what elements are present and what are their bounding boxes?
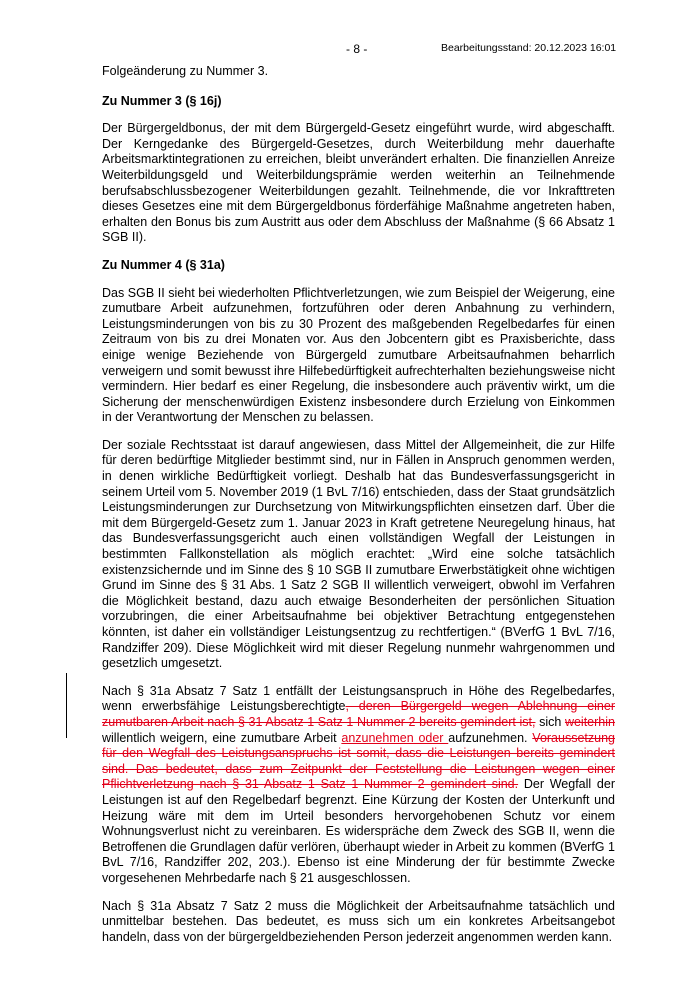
paragraph-buergergeldbonus: Der Bürgergeldbonus, der mit dem Bürgergeld-Gesetz eingeführt wurde, wird abgeschafft. Der Kerngedanke des Bürgergeld-Gesetzes, durch Weiterbildung mehr dauerhafte Arbeitsmarktintegrationen zu erreichen, bleibt unverändert erhalten. Die finanziellen Anreize Weiterbildungsgeld und Weiterbildungsprämie werden weiterhin an Teilnehmende berufsabschlussbezogener Weiterbildungen gezahlt. Teilnehmende, die vor Inkrafttreten dieses Gesetzes eine mit dem Bürgergeldbonus förderfähige Maßnahme angetreten haben, erhalten den Bonus bis zum Austritt aus oder dem Abschluss der Maßnahme (§ 66 Absatz 1 SGB II). [102, 121, 615, 245]
text-run: willentlich weigern, eine zumutbare Arbeit [102, 730, 342, 745]
document-body [102, 64, 615, 957]
text-run: Nach § 31a Absatz 7 Satz 1 entfällt der Leistungsanspruch in Höhe des Regelbedarfes, wenn erwerbsfähige Leistungsberechtigte [102, 683, 615, 714]
text-run: sich [535, 714, 565, 729]
deleted-text: Voraussetzung für den Wegfall des Leistungsanspruchs ist somit, dass die Leistungen bereits gemindert sind. Das bedeutet, dass zum Zeitpunkt der Feststellung die Leistungen wegen einer Pflichtverletzung nach § 31 Absatz 1 Satz 1 Nummer 2 gemindert sind. [102, 730, 615, 792]
inserted-text: anzunehmen oder [341, 730, 449, 745]
heading-nummer-3: Zu Nummer 3 (§ 16j) [102, 93, 222, 108]
deleted-text: weiterhin [564, 714, 615, 729]
text-run: aufzunehmen. [448, 730, 533, 745]
paragraph-pflichtverletzungen: Das SGB II sieht bei wiederholten Pflichtverletzungen, wie zum Beispiel der Weigerung, eine zumutbare Arbeit aufzunehmen, fortzuführen oder deren Anbahnung zu verhindern, Leistungsminderungen von bis zu 30 Prozent des maßgebenden Regelbedarfes für einen Zeitraum von bis zu drei Monaten vor. Aus den Jobcentern gibt es Praxisberichte, dass einige wenige Beziehende von Bürgergeld zumutbare Arbeitsaufnahmen beharrlich verweigern und somit bewusst ihre Hilfebedürftigkeit aufrechterhalten beziehungsweise nicht vermindern. Hier bedarf es einer Regelung, die insbesondere auch präventiv wirkt, um die Sicherung der menschenwürdigen Existenz insbesondere durch Erzielung von Einkommen in der Verantwortung der Menschen zu belassen. [102, 285, 615, 425]
paragraph-rechtsstaat: Der soziale Rechtsstaat ist darauf angewiesen, dass Mittel der Allgemeinheit, die zur Hilfe für deren bedürftige Mitglieder bestimmt sind, nur in Fällen in Anspruch genommen werden, in denen wirkliche Bedürftigkeit vorliegt. Deshalb hat das Bundesverfassungsgericht in seinem Urteil vom 5. November 2019 (1 BvL 7/16) entschieden, dass der Staat grundsätzlich Leistungsminderungen zur Durchsetzung von Mitwirkungspflichten einsetzen darf. Über die mit dem Bürgergeld-Gesetz zum 1. Januar 2023 in Kraft getretene Neuregelung hinaus, hat das Bundesverfassungsgericht auch einen vollständigen Wegfall der Leistungen in bestimmten Fallkonstellation als möglich erachtet: „Wird eine solche tatsächlich existenzsichernde und im Sinne des § 10 SGB II zumutbare Erwerbstätigkeit ohne wichtigen Grund im Sinne des § 31 Abs. 1 Satz 2 SGB II willentlich verweigert, obwohl im Verfahren die Möglichkeit bestand, dazu auch etwaige Besonderheiten der persönlichen Situation vorzubringen, die einer Arbeitsaufnahme bei objektiver Betrachtung entgegenstehen könnten, ist daher ein vollständiger Leistungsentzug zu rechtfertigen.“ (BVerfG 1 BvL 7/16, Randziffer 209). Diese Möglichkeit wird mit dieser Regelung nunmehr wahrgenommen und gesetzlich umgesetzt. [102, 437, 615, 671]
edit-status: Bearbeitungsstand: 20.12.2023 16:01 [441, 42, 617, 54]
lead-text: Folgeänderung zu Nummer 3. [102, 64, 269, 78]
text-run: Der Wegfall der Leistungen ist auf den Regelbedarf begrenzt. Eine Kürzung der Kosten der Unterkunft und Heizung wäre mit dem im Urteil besonders hervorgehobenen Schutz vor einem Wohnungsverlust nicht zu vereinbaren. Es widerspräche dem Zweck des SGB II, wenn die Betroffenen die Grundlagen dafür verlören, überhaupt wieder in Arbeit zu kommen (BVerfG 1 BvL 7/16, Randziffer 202, 203.). Ebenso ist eine Minderung der für bestimmte Zwecke vorgesehenen Mehrbedarfe nach § 21 ausgeschlossen. [102, 777, 615, 885]
paragraph-31a-satz-2: Nach § 31a Absatz 7 Satz 2 muss die Möglichkeit der Arbeitsaufnahme tatsächlich und unmittelbar bestehen. Das bedeutet, es muss sich um ein konkretes Arbeitsangebot handeln, dass von der bürgergeldbeziehenden Person jederzeit angenommen werden kann. [102, 898, 615, 944]
deleted-text: , deren Bürgergeld wegen Ablehnung einer zumutbaren Arbeit nach § 31 Absatz 1 Satz 1 Nummer 2 bereits gemindert ist, [102, 699, 615, 729]
paragraph-31a-satz-1 [102, 684, 615, 887]
heading-nummer-4: Zu Nummer 4 (§ 31a) [102, 257, 225, 272]
change-bar [66, 673, 67, 738]
page-number: - 8 - [346, 42, 368, 56]
